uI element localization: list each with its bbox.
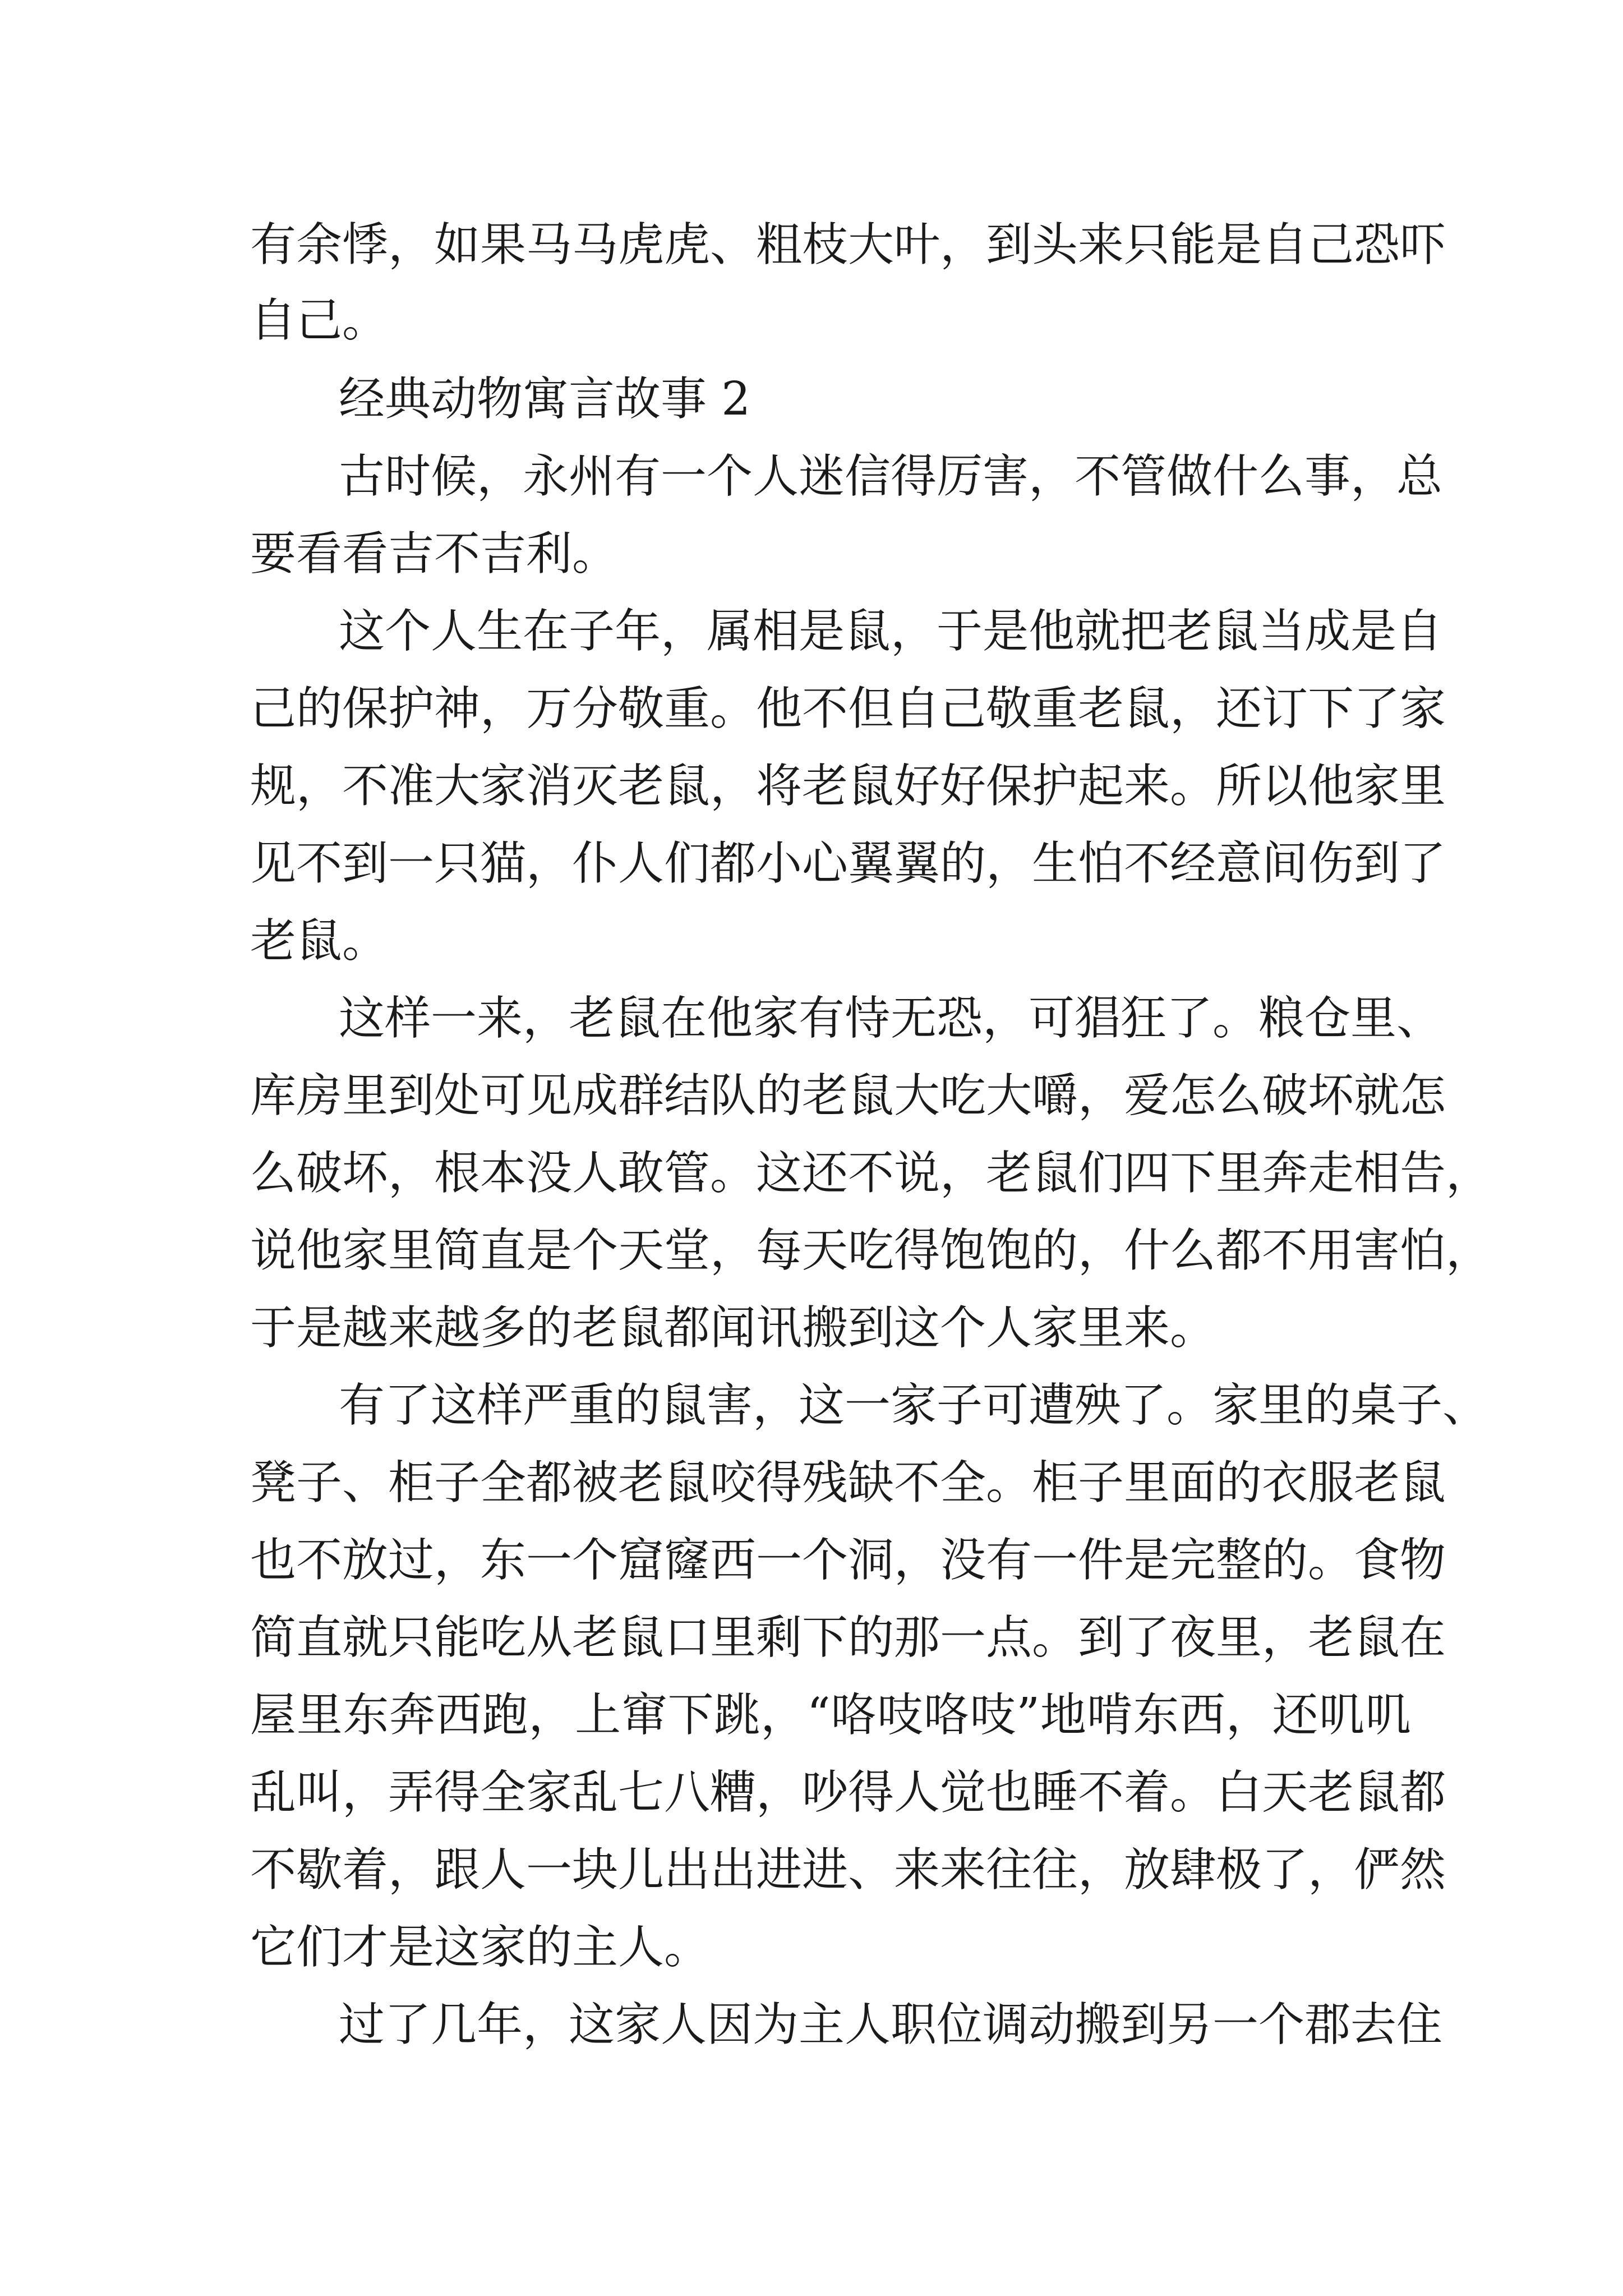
text-line: 乱叫，弄得全家乱七八糟，吵得人觉也睡不着。白天老鼠都	[250, 1766, 1446, 1819]
section-heading: 经典动物寓言故事 2	[339, 372, 751, 426]
text-line: 老鼠。	[250, 914, 389, 968]
text-line: 己的保护神，万分敬重。他不但自己敬重老鼠，还订下了家	[250, 682, 1446, 735]
text-line: 屋里东奔西跑，上窜下跳，“咯吱咯吱”地啃东西，还叽叽	[250, 1688, 1411, 1742]
text-line: 库房里到处可见成群结队的老鼠大吃大嚼，爱怎么破坏就怎	[250, 1069, 1446, 1122]
text-line: 这样一来，老鼠在他家有恃无恐，可猖狂了。粮仓里、	[339, 992, 1443, 1045]
text-line: 过了几年，这家人因为主人职位调动搬到另一个郡去住	[339, 1998, 1443, 2051]
text-line: 有余悸，如果马马虎虎、粗枝大叶，到头来只能是自己恐吓	[250, 218, 1446, 272]
text-line: 凳子、柜子全都被老鼠咬得残缺不全。柜子里面的衣服老鼠	[250, 1456, 1446, 1510]
text-line: 不歇着，跟人一块儿出出进进、来来往往，放肆极了，俨然	[250, 1843, 1446, 1897]
text-line: 简直就只能吃从老鼠口里剩下的那一点。到了夜里，老鼠在	[250, 1611, 1446, 1664]
text-line: 么破坏，根本没人敢管。这还不说，老鼠们四下里奔走相告，	[250, 1147, 1492, 1200]
text-line: 这个人生在子年，属相是鼠，于是他就把老鼠当成是自	[339, 605, 1443, 658]
text-line: 它们才是这家的主人。	[250, 1921, 711, 1974]
text-line: 也不放过，东一个窟窿西一个洞，没有一件是完整的。食物	[250, 1534, 1446, 1587]
text-line: 规，不准大家消灭老鼠，将老鼠好好保护起来。所以他家里	[250, 760, 1446, 813]
text-line: 说他家里简直是个天堂，每天吃得饱饱的，什么都不用害怕，	[250, 1224, 1492, 1277]
text-line: 于是越来越多的老鼠都闻讯搬到这个人家里来。	[250, 1301, 1216, 1355]
text-line: 古时候，永州有一个人迷信得厉害，不管做什么事，总	[339, 450, 1443, 503]
text-line: 要看看吉不吉利。	[250, 527, 619, 581]
text-line: 有了这样严重的鼠害，这一家子可遭殃了。家里的桌子、	[339, 1379, 1489, 1432]
text-line: 见不到一只猫，仆人们都小心翼翼的，生怕不经意间伤到了	[250, 837, 1446, 890]
text-line: 自己。	[250, 294, 389, 347]
